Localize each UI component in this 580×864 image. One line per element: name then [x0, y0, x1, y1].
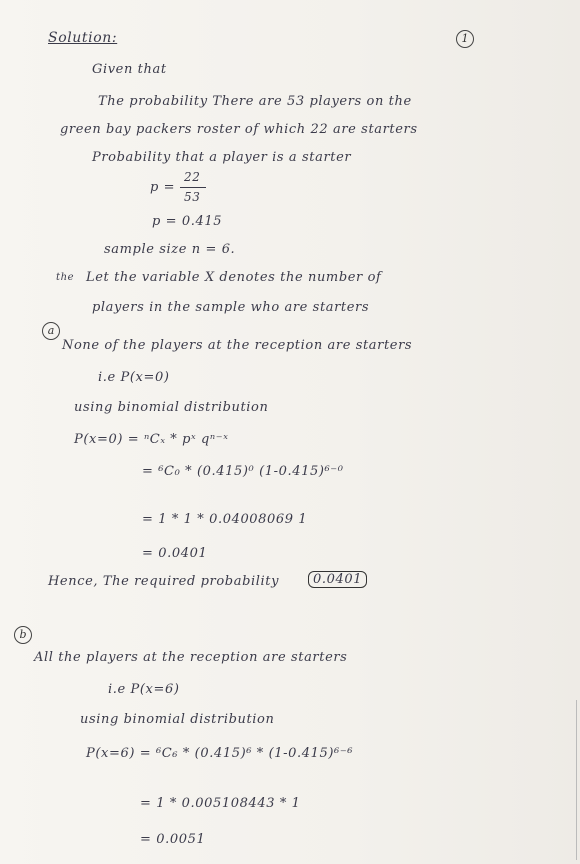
p-denominator: 53	[184, 190, 201, 204]
intro-line-1: The probability There are 53 players on the	[98, 94, 412, 109]
page-edge-line	[576, 700, 577, 860]
page-number: 1	[456, 30, 474, 48]
part-b-line-1: All the players at the reception are starters	[34, 650, 348, 665]
part-a-line-1: None of the players at the reception are starters	[62, 338, 413, 353]
part-a-ie: i.e P(x=0)	[98, 370, 170, 385]
part-a-formula: P(x=0) = ⁿCₓ * pˣ qⁿ⁻ˣ	[74, 432, 229, 447]
part-b-step-1: = 1 * 0.005108443 * 1	[140, 796, 301, 811]
part-a-hence: Hence, The required probability	[48, 574, 280, 589]
intro-line-3: Probability that a player is a starter	[92, 150, 352, 165]
part-b-formula: P(x=6) = ⁶C₆ * (0.415)⁶ * (1-0.415)⁶⁻⁶	[86, 746, 354, 761]
p-label: p =	[150, 180, 176, 195]
fraction-bar	[180, 187, 206, 188]
p-value: p = 0.415	[152, 214, 223, 229]
part-a-answer-box: 0.0401	[308, 571, 367, 588]
solution-heading: Solution:	[48, 30, 118, 46]
sample-size: sample size n = 6.	[104, 242, 236, 257]
part-a-label: a	[42, 322, 60, 340]
part-a-using: using binomial distribution	[74, 400, 269, 415]
intro-line-2: green bay packers roster of which 22 are starters	[60, 122, 418, 137]
part-a-step-2: = 1 * 1 * 0.04008069 1	[142, 512, 308, 527]
part-b-step-2: = 0.0051	[140, 832, 206, 847]
part-a-step-1: = ⁶C₀ * (0.415)⁰ (1-0.415)⁶⁻⁰	[142, 464, 344, 479]
struck-word: the	[56, 272, 75, 283]
part-a-step-3: = 0.0401	[142, 546, 208, 561]
given-text: Given that	[92, 62, 167, 77]
part-b-label: b	[14, 626, 32, 644]
let-line-2: players in the sample who are starters	[92, 300, 370, 315]
let-line-1: Let the variable X denotes the number of	[86, 270, 382, 285]
part-b-ie: i.e P(x=6)	[108, 682, 180, 697]
part-b-using: using binomial distribution	[80, 712, 275, 727]
p-numerator: 22	[184, 170, 201, 184]
